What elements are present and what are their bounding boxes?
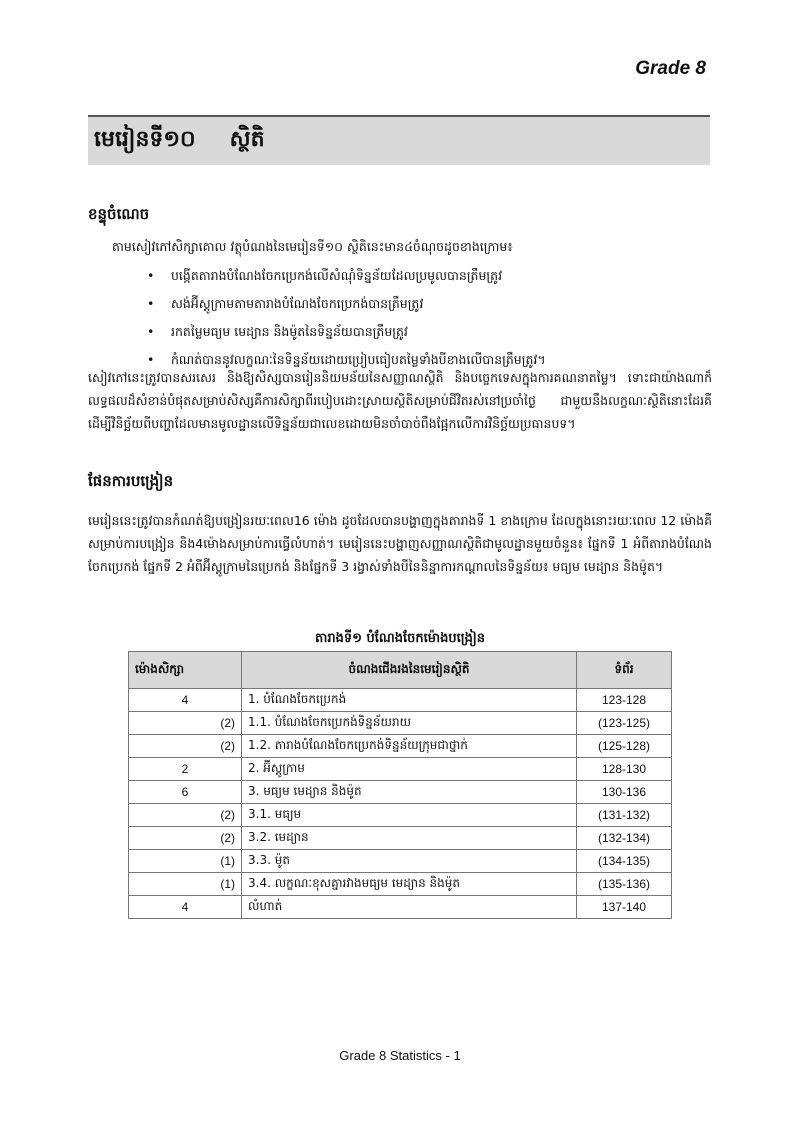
cell-content: 3. មធ្យម មេដ្យាន និងម៉ូត xyxy=(242,781,577,804)
header-hours: ម៉ោងសិក្សា xyxy=(129,652,242,689)
lesson-number: មេរៀនទី១០ xyxy=(94,127,196,152)
cell-pages: 130-136 xyxy=(577,781,672,804)
hours-allocation-table xyxy=(128,651,672,919)
table-header-row xyxy=(129,652,672,689)
cell-content: 3.3. ម៉ូត xyxy=(242,850,577,873)
page-footer: Grade 8 Statistics - 1 xyxy=(339,1048,461,1063)
list-item: • សង់អ៊ីស្តូក្រាមតាមតារាងបំណែងចែកប្រេកង់បានត្រឹមត្រូវ xyxy=(147,290,546,318)
cell-pages: (131-132) xyxy=(577,804,672,827)
objectives-list xyxy=(147,262,546,374)
cell-pages: (134-135) xyxy=(577,850,672,873)
cell-content: 3.4. លក្ខណៈខុសគ្នារវាងមធ្យម មេដ្យាន និងម៉ូត xyxy=(242,873,577,896)
table-row xyxy=(129,850,672,873)
cell-content: 3.2. មេដ្យាន xyxy=(242,827,577,850)
cell-hours: (2) xyxy=(129,735,242,758)
cell-pages: 137-140 xyxy=(577,896,672,919)
objectives-intro: តាមសៀវភៅសិក្សាគោល វត្ថុបំណងនៃមេរៀនទី១០ ស្ថិតិនេះមាន៤ចំណុចដូចខាងក្រោម៖ xyxy=(112,239,513,254)
header-content: ចំណងជើងរងនៃមេរៀនស្ថិតិ xyxy=(242,652,577,689)
cell-content: 2. អ៊ីស្តូក្រាម xyxy=(242,758,577,781)
cell-content: 1.1. បំណែងចែកប្រេកង់ទិន្នន័យរាយ xyxy=(242,712,577,735)
header-pages: ទំព័រ xyxy=(577,652,672,689)
plan-paragraph: មេរៀននេះត្រូវបានកំណត់ឱ្យបង្រៀនរយៈពេល16 ម៉ោង ដូចដែលបានបង្ហាញក្នុងតារាងទី 1 ខាងក្រោម ដែលក្នុងនោះរយៈពេល 12 ម៉ោងគឺសម្រាប់ការបង្រៀន និង4ម៉ោងសម្រាប់ការធ្វើលំហាត់។ មេរៀននេះបង្ហាញសញ្ញាណស្ថិតិជាមូលដ្ឋានមួយចំនួន៖ ផ្នែកទី 1 អំពីតារាងបំណែងចែកប្រេកង់ ផ្នែកទី 2 អំពីអ៊ីស្តូក្រាមនៃប្រេកង់ និងផ្នែកទី 3 រង្វាស់ទាំងបីនៃនិន្នាការកណ្តាលនៃទិន្នន័យ៖ មធ្យម មេដ្យាន និងម៉ូត។ xyxy=(88,513,712,574)
lesson-title-bar xyxy=(88,115,710,165)
cell-content: 3.1. មធ្យម xyxy=(242,804,577,827)
table-row xyxy=(129,896,672,919)
cell-hours: 2 xyxy=(129,758,242,781)
cell-pages: (123-125) xyxy=(577,712,672,735)
cell-hours: 4 xyxy=(129,896,242,919)
objectives-paragraph: សៀវភៅនេះត្រូវបានសរសេរ និងឱ្យសិស្សបានរៀននិយមន័យនៃសញ្ញាណស្ថិតិ និងបច្ចេកទេសក្នុងការគណនាតម្លៃ។ ទោះជាយ៉ាងណាក៏លទ្ធផលដ៏សំខាន់បំផុតសម្រាប់សិស្សគឺការសិក្សាពីរបៀបដោះស្រាយស្ថិតិសម្រាប់ជីវិតរស់នៅប្រចាំថ្ងៃ ជាមួយនឹងលក្ខណៈស្ថិតិនោះដែរគឺដើម្បីវិនិច្ឆ័យពីបញ្ហាដែលមានមូលដ្ឋានលើទិន្នន័យជាលេខដោយមិនចាំបាច់ពឹងផ្អែកលើការវិនិច្ឆ័យប្រធានបទ។ xyxy=(88,370,712,431)
cell-pages: (132-134) xyxy=(577,827,672,850)
cell-hours: (2) xyxy=(129,712,242,735)
table-row xyxy=(129,735,672,758)
cell-content: 1.2. តារាងបំណែងចែកប្រេកង់ទិន្នន័យក្រុមជាថ្នាក់ xyxy=(242,735,577,758)
cell-hours: 4 xyxy=(129,689,242,712)
table-row xyxy=(129,712,672,735)
cell-content: លំហាត់ xyxy=(242,896,577,919)
cell-pages: (135-136) xyxy=(577,873,672,896)
cell-hours: 6 xyxy=(129,781,242,804)
lesson-name: ស្ថិតិ xyxy=(229,127,265,152)
cell-content: 1. បំណែងចែកប្រេកង់ xyxy=(242,689,577,712)
plan-heading: ផែនការបង្រៀន xyxy=(88,472,174,490)
cell-hours: (1) xyxy=(129,873,242,896)
cell-pages: 128-130 xyxy=(577,758,672,781)
table-row xyxy=(129,873,672,896)
table-row xyxy=(129,827,672,850)
table-row xyxy=(129,804,672,827)
table-body xyxy=(129,689,672,919)
list-item: • បង្កើតតារាងបំណែងចែកប្រេកង់លើសំណុំទិន្នន័យដែលប្រមូលបានត្រឹមត្រូវ xyxy=(147,262,546,290)
cell-hours: (2) xyxy=(129,827,242,850)
cell-pages: 123-128 xyxy=(577,689,672,712)
table-row xyxy=(129,758,672,781)
table-row xyxy=(129,781,672,804)
grade-label: Grade 8 xyxy=(635,58,706,79)
table-row xyxy=(129,689,672,712)
cell-hours: (1) xyxy=(129,850,242,873)
list-item: • កំណត់បាននូវលក្ខណៈនៃទិន្នន័យដោយប្រៀបធៀបតម្លៃទាំងបីខាងលើបានត្រឹមត្រូវ។ xyxy=(147,346,546,374)
objectives-heading: ខន្ទុចំណេច xyxy=(88,205,150,223)
list-item: • រកតម្លៃមធ្យម មេដ្យាន និងម៉ូតនៃទិន្នន័យបានត្រឹមត្រូវ xyxy=(147,318,546,346)
cell-pages: (125-128) xyxy=(577,735,672,758)
cell-hours: (2) xyxy=(129,804,242,827)
table-caption: តារាងទី១ បំណែងចែកម៉ោងបង្រៀន xyxy=(314,631,485,646)
